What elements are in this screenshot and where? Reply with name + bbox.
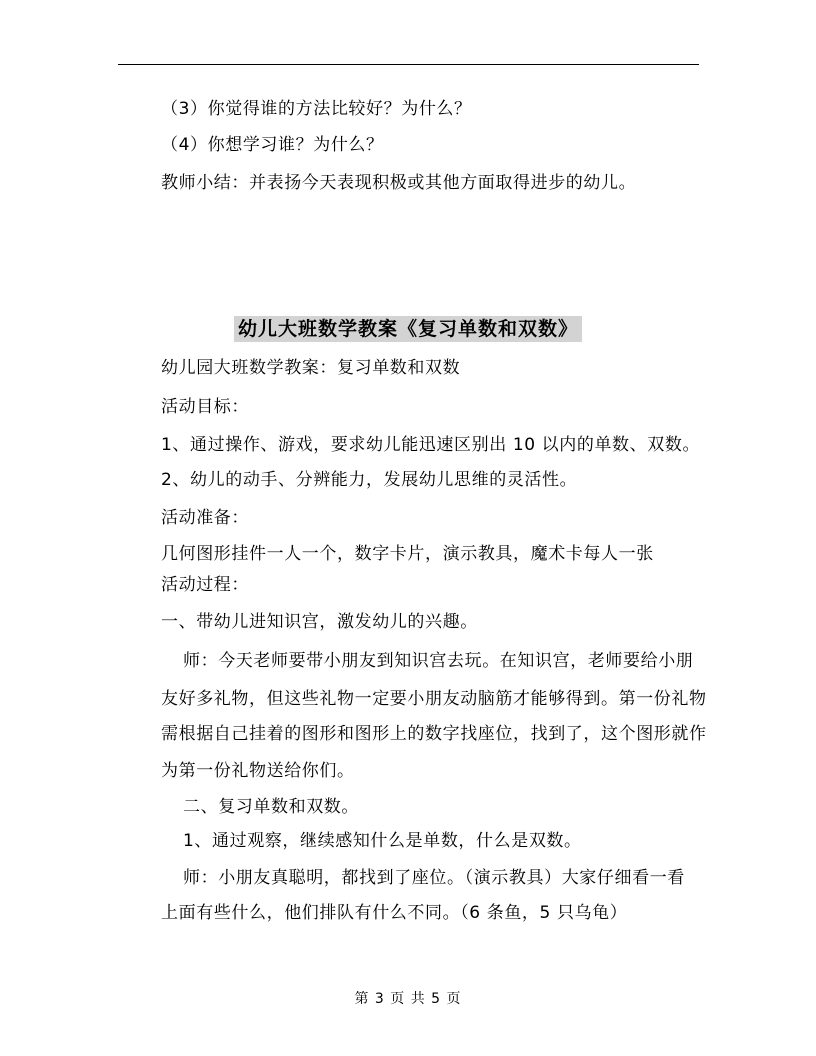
article-title: 幼儿大班数学教案《复习单数和双数》 [234, 316, 582, 342]
teacher-summary: 教师小结：并表扬今天表现积极或其他方面取得进步的幼儿。 [161, 173, 637, 193]
paragraph-2-line-1: 师：小朋友真聪明，都找到了座位。（演示教具）大家仔细看一看 [183, 868, 685, 888]
paragraph-1-line-3: 需根据自己挂着的图形和图形上的数字找座位，找到了，这个图形就作 [161, 724, 707, 744]
goal-1: 1、通过操作、游戏，要求幼儿能迅速区别出 10 以内的单数、双数。 [161, 435, 701, 455]
goals-heading: 活动目标： [161, 397, 249, 417]
paragraph-1-line-2: 友好多礼物，但这些礼物一定要小朋友动脑筋才能够得到。第一份礼物 [161, 689, 707, 709]
question-4: （4）你想学习谁？为什么？ [161, 135, 384, 155]
prep-heading: 活动准备： [161, 508, 249, 528]
process-heading: 活动过程： [161, 575, 249, 595]
paragraph-1-line-4: 为第一份礼物送给你们。 [161, 761, 355, 781]
title-container [0, 316, 816, 342]
step-1: 一、带幼儿进知识宫，激发幼儿的兴趣。 [161, 612, 478, 632]
paragraph-2-line-2: 上面有些什么，他们排队有什么不同。（6 条鱼，5 只乌龟） [161, 903, 628, 923]
page-footer: 第 3 页 共 5 页 [354, 991, 462, 1007]
paragraph-1-line-1: 师：今天老师要带小朋友到知识宫去玩。在知识宫，老师要给小朋 [183, 651, 694, 671]
prep-items: 几何图形挂件一人一个，数字卡片，演示教具，魔术卡每人一张 [161, 544, 654, 564]
article-subtitle: 幼儿园大班数学教案：复习单数和双数 [161, 358, 461, 378]
step-2-1: 1、通过观察，继续感知什么是单数，什么是双数。 [183, 831, 582, 851]
header-rule [118, 64, 699, 65]
question-3: （3）你觉得谁的方法比较好？为什么？ [161, 99, 472, 119]
step-2: 二、复习单数和双数。 [183, 797, 359, 817]
goal-2: 2、幼儿的动手、分辨能力，发展幼儿思维的灵活性。 [161, 470, 578, 490]
